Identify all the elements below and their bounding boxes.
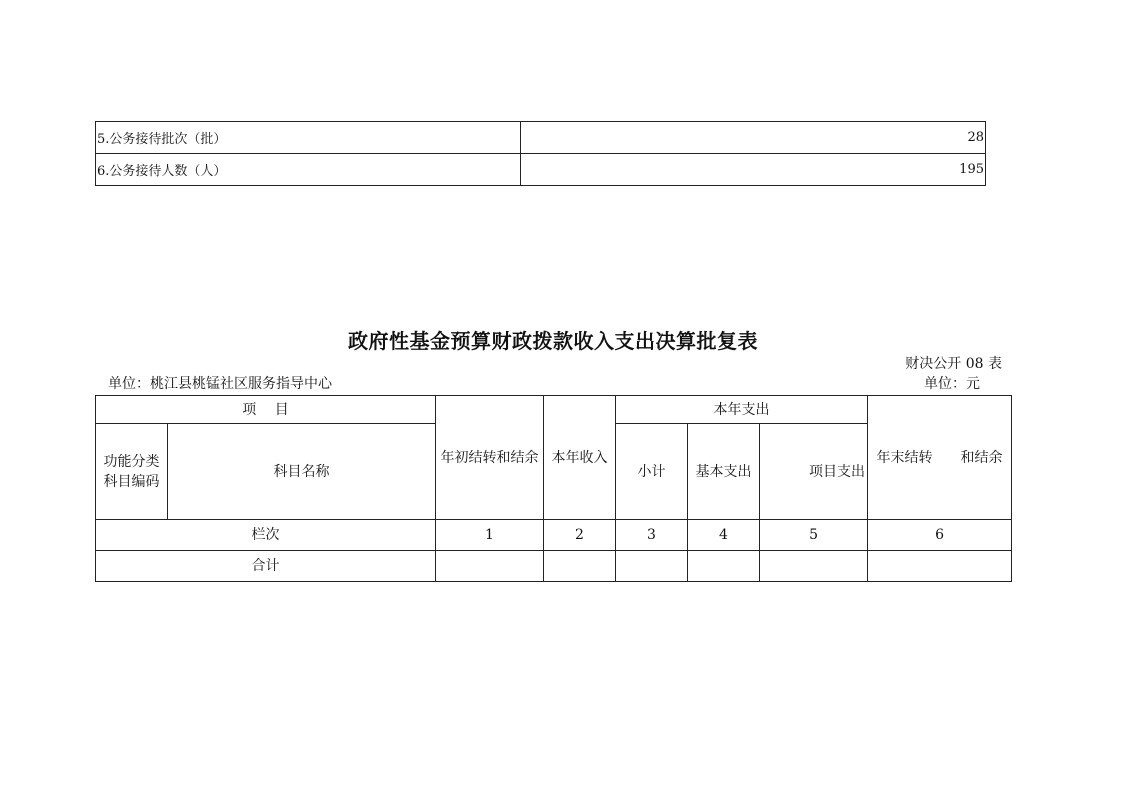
column-number: 3 [616,520,688,551]
total-row [96,551,1012,582]
report-title: 政府性基金预算财政拨款收入支出决算批复表 [348,329,758,353]
header-income: 本年收入 [544,396,616,520]
header-func-code: 功能分类科目编码 [96,424,168,520]
column-number-label: 栏次 [96,520,436,551]
header-basic-expense: 基本支出 [688,424,760,520]
total-cell [868,551,1012,582]
column-number: 1 [436,520,544,551]
total-cell [436,551,544,582]
header-opening-balance: 年初结转和结余 [436,396,544,520]
public-reception-table [95,121,986,186]
total-cell [688,551,760,582]
row-value: 28 [521,122,986,154]
currency-unit: 单位：元 [924,376,980,392]
column-number: 6 [868,520,1012,551]
total-cell [760,551,868,582]
column-number-row [96,520,1012,551]
header-subtotal: 小计 [616,424,688,520]
header-item: 项 目 [96,396,436,424]
column-number: 2 [544,520,616,551]
row-label: 6.公务接待人数（人） [96,154,521,186]
table-row [96,122,986,154]
header-subject-name: 科目名称 [168,424,436,520]
header-closing-balance: 年末结转 和结余 [868,396,1012,520]
total-cell [544,551,616,582]
government-fund-budget-table [95,395,1012,582]
organization-unit: 单位：桃江县桃锰社区服务指导中心 [108,376,332,392]
total-label: 合计 [96,551,436,582]
column-number: 5 [760,520,868,551]
total-cell [616,551,688,582]
table-row [96,154,986,186]
form-code: 财决公开 08 表 [905,356,1002,372]
header-project-expense: 项目支出 [760,424,868,520]
header-row [96,396,1012,424]
header-expense-group: 本年支出 [616,396,868,424]
row-label: 5.公务接待批次（批） [96,122,521,154]
row-value: 195 [521,154,986,186]
column-number: 4 [688,520,760,551]
